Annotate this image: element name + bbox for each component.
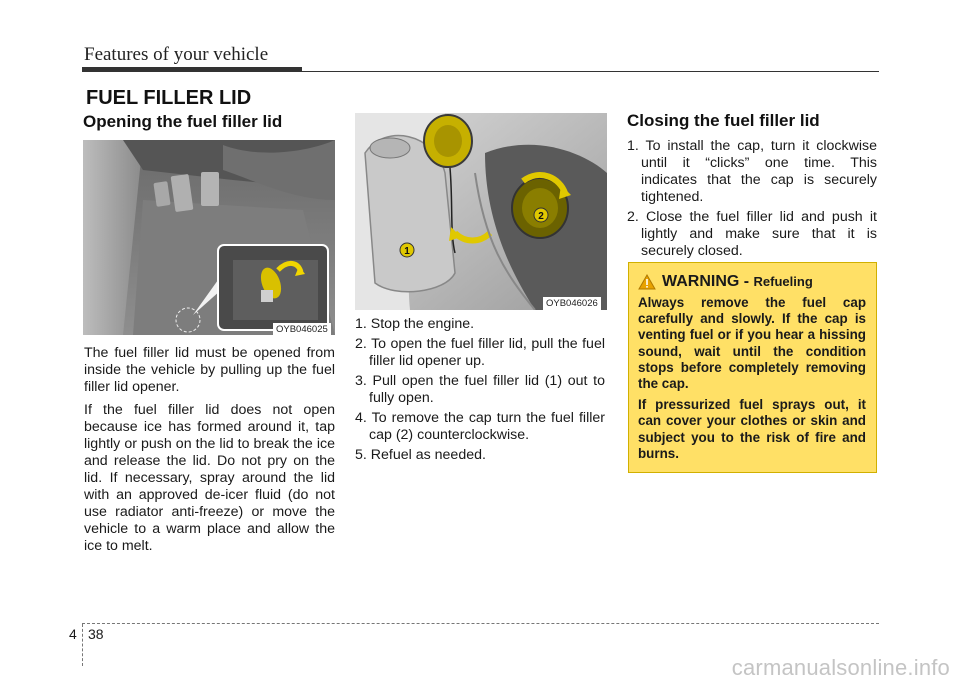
warning-topic: Refueling bbox=[753, 274, 813, 289]
closing-steps-list bbox=[627, 138, 877, 263]
opening-step-4: 4. To remove the cap turn the fuel filler cap (2) counterclockwise. bbox=[355, 410, 605, 443]
image-code-1: OYB046025 bbox=[273, 323, 331, 336]
closing-step-2: 2. Close the fuel filler lid and push it lightly and make sure that it is securely closed. bbox=[627, 209, 877, 259]
opening-heading: Opening the fuel filler lid bbox=[83, 112, 283, 131]
warning-triangle-icon bbox=[638, 274, 656, 290]
page-number: 38 bbox=[88, 626, 104, 642]
opening-paragraph-2: If the fuel filler lid does not open because ice has formed around it, tap lightly or push on the lid to break the ice and release the lid. Do not pry on the lid. If necessary, spray around the lid with an approved de-icer fluid (do not use radiator anti-freeze) or move the vehicle to a warm place and allow the ice to melt. bbox=[84, 402, 335, 554]
opening-step-5: 5. Refuel as needed. bbox=[355, 447, 486, 463]
callout-1: 1 bbox=[404, 246, 410, 257]
section-title: FUEL FILLER LID bbox=[86, 87, 252, 109]
opening-paragraph-1: The fuel filler lid must be opened from inside the vehicle by pulling up the fuel filler lid opener. bbox=[84, 345, 335, 395]
fuel-door-photo bbox=[355, 113, 607, 310]
fuel-cap-illustration bbox=[355, 113, 607, 310]
warning-label: WARNING - bbox=[662, 273, 754, 290]
image-code-2: OYB046026 bbox=[543, 297, 601, 310]
closing-heading: Closing the fuel filler lid bbox=[627, 111, 820, 130]
header-rule bbox=[82, 71, 879, 72]
site-watermark: carmanualsonline.info bbox=[731, 655, 950, 680]
opening-step-1: 1. Stop the engine. bbox=[355, 316, 475, 332]
warning-text-1: Always remove the fuel cap carefully and slowly. If the cap is venting fuel or if you hear a hissing sound, wait until the condition stops before completely removing the cap. bbox=[638, 295, 866, 392]
interior-floor-photo bbox=[83, 140, 335, 335]
opening-steps-list bbox=[355, 316, 605, 467]
opening-step-2: 2. To open the fuel filler lid, pull the fuel filler lid opener up. bbox=[355, 336, 605, 369]
warning-header bbox=[638, 273, 866, 291]
chapter-number: 4 bbox=[69, 626, 77, 642]
callout-2: 2 bbox=[538, 211, 544, 222]
fuel-lid-opener-illustration bbox=[83, 140, 335, 335]
footer-rule bbox=[82, 623, 879, 624]
warning-box bbox=[628, 262, 877, 473]
footer-divider bbox=[82, 624, 83, 666]
running-header: Features of your vehicle bbox=[84, 44, 269, 65]
opening-step-3: 3. Pull open the fuel filler lid (1) out to fully open. bbox=[355, 373, 605, 406]
closing-step-1: 1. To install the cap, turn it clockwise until it “clicks” one time. This indicates that the cap is securely tightened. bbox=[627, 138, 877, 205]
warning-text-2: If pressurized fuel sprays out, it can cover your clothes or skin and subject you to the risk of fire and burns. bbox=[638, 397, 866, 461]
